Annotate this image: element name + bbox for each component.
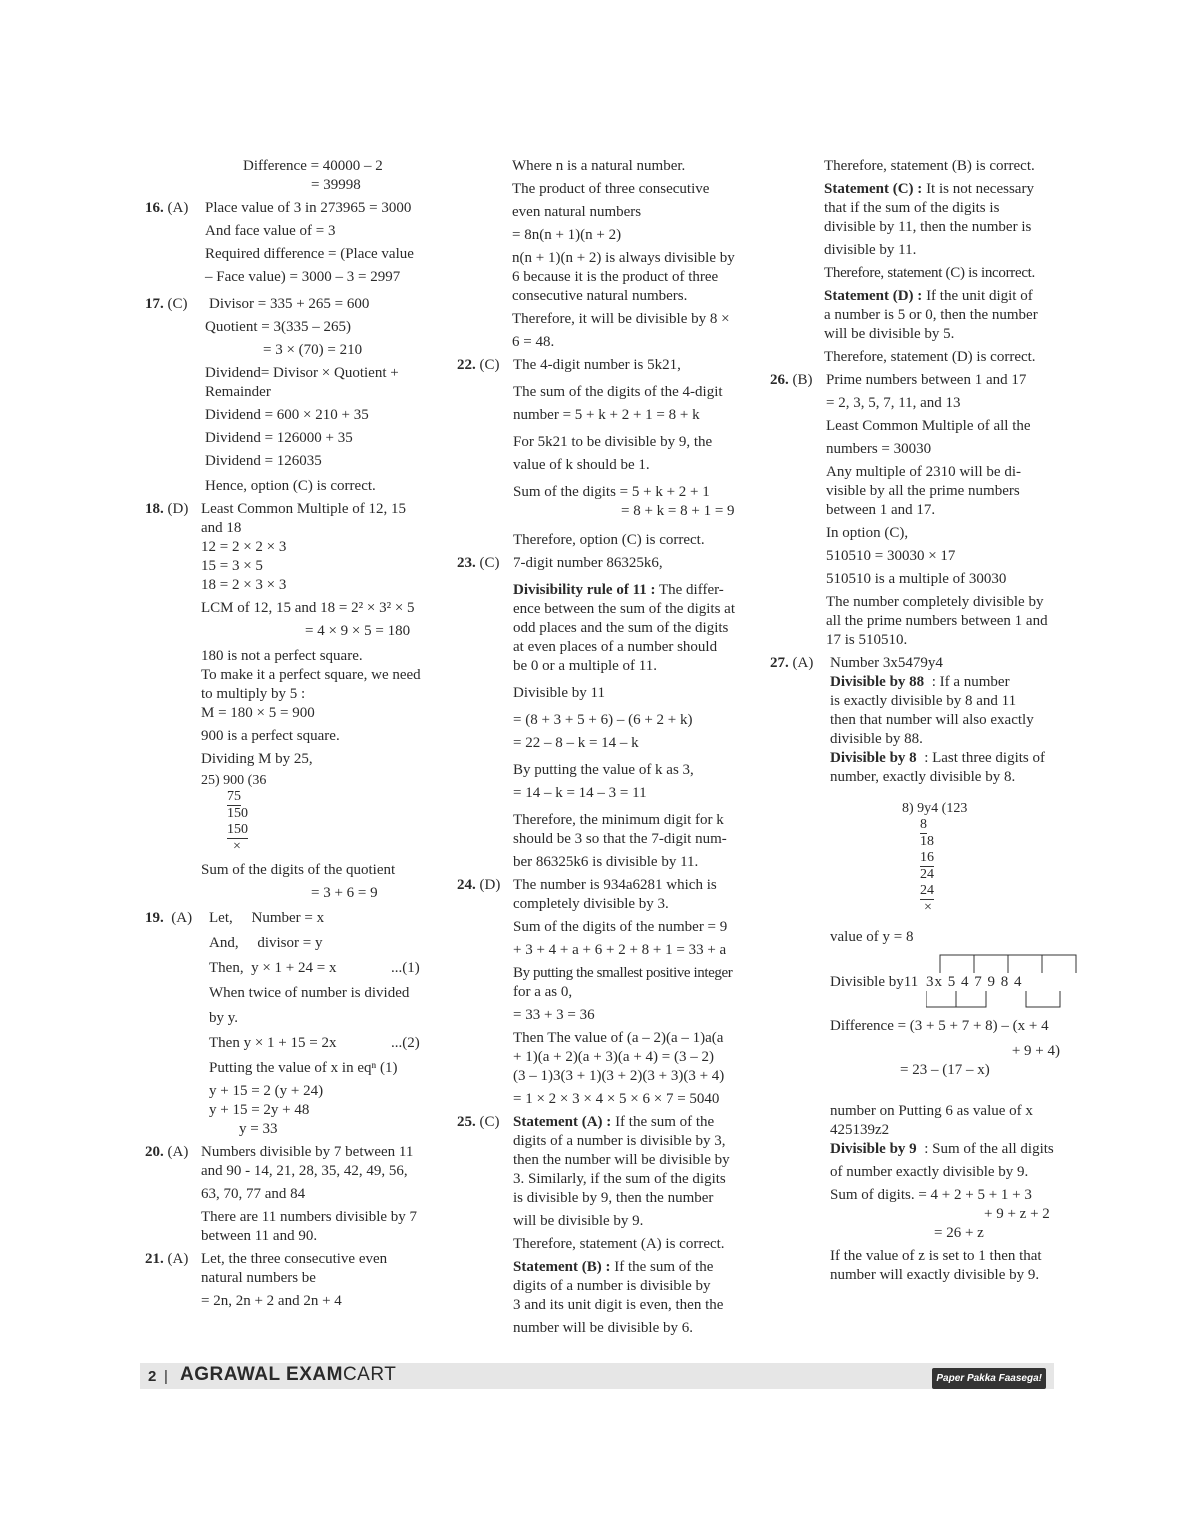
- division-step: 150: [227, 822, 248, 837]
- text-line: numbers = 30030: [826, 441, 932, 457]
- text-line: If the sum of the: [615, 1114, 715, 1130]
- text-line: Required difference = (Place value: [205, 246, 414, 262]
- text-line: of number exactly divisible by 9.: [830, 1164, 1029, 1180]
- text-line: digits of a number is divisible by: [513, 1278, 711, 1294]
- brand-logo: AGRAWAL EXAMCART: [180, 1364, 397, 1385]
- text-line: Place value of 3 in 273965 = 3000: [205, 200, 412, 216]
- text-line: Dividend= Divisor × Quotient +: [205, 365, 399, 381]
- text-line: y = 33: [239, 1121, 278, 1137]
- text-line: To make it a perfect square, we need: [201, 667, 421, 683]
- text-line: Sum of the digits = 5 + k + 2 + 1: [513, 484, 710, 500]
- text-line: Let, Number = x: [209, 910, 325, 926]
- rule-heading: Divisible by 88: [830, 674, 925, 690]
- text-line: visible by all the prime numbers: [826, 483, 1020, 499]
- text-line: Difference = 40000 – 2: [243, 158, 383, 174]
- text-line: and 90 - 14, 21, 28, 35, 42, 49, 56,: [201, 1163, 408, 1179]
- text-line: even natural numbers: [512, 204, 642, 220]
- page-number: 2: [148, 1368, 157, 1385]
- text-line: The product of three consecutive: [512, 181, 710, 197]
- text-line: divisible by 88.: [830, 731, 923, 747]
- text-line: When twice of number is divided: [209, 985, 410, 1001]
- text-line: y + 15 = 2 (y + 24): [209, 1083, 324, 1099]
- answer-22: 22. (C) The 4-digit number is 5k21, The sum of the digits of the 4-digit number = 5 + k + 2 + 1 = 8 + k For 5k21 to be divisible by 9, the value of k should be 1. Sum of the digits = 5 + k + 2 + 1 = 8 + k = 8 + 1 = 9 Therefore, option (C) is correct.: [457, 356, 742, 550]
- text-line: = 3 × (70) = 210: [263, 342, 363, 358]
- text-line: Numbers divisible by 7 between 11: [201, 1144, 414, 1160]
- text-line: Divisor = 335 + 265 = 600: [209, 296, 370, 312]
- text-line: ber 86325k6 is divisible by 11.: [513, 854, 699, 870]
- text-line: + 3 + 4 + a + 6 + 2 + 8 + 1 = 33 + a: [513, 942, 727, 958]
- text-line: between 11 and 90.: [201, 1228, 318, 1244]
- text-line: be 0 or a multiple of 11.: [513, 658, 657, 674]
- text-line: y + 15 = 2y + 48: [209, 1102, 310, 1118]
- division-step: ×: [924, 900, 932, 915]
- text-line: value of y = 8: [830, 929, 914, 945]
- text-line: By putting the smallest positive integer: [513, 965, 733, 981]
- text-line: will be divisible by 5.: [824, 326, 955, 342]
- division-step: 24: [920, 867, 934, 882]
- text-line: Where n is a natural number.: [512, 158, 686, 174]
- text-line: Difference = (3 + 5 + 7 + 8) – (x + 4: [830, 1018, 1049, 1034]
- text-line: by y.: [209, 1010, 239, 1026]
- long-division: [201, 773, 445, 855]
- text-line: natural numbers be: [201, 1270, 316, 1286]
- answer-24: 24. (D) The number is 934a6281 which is completely divisible by 3. Sum of the digits of the number = 9 + 3 + 4 + a + 6 + 2 + 8 + 1 = 33 + a By putting the smallest positive integer for a as 0, = 33 + 3 = 36 Then The value of (a – 2)(a – 1)a(a + 1)(a + 2)(a + 3)(a + 4) = (3 – 2) (3 – 1)3(3 + 1)(3 + 2)(3 + 3)(3 + 4) = 1 × 2 × 3 × 4 × 5 × 6 × 7 = 5040: [457, 876, 742, 1109]
- text-line: Therefore, statement (C) is incorrect.: [824, 265, 1036, 281]
- text-line: If the sum of the: [614, 1259, 714, 1275]
- division-line: 8) 9y4 (123: [902, 801, 968, 816]
- text-line: then that number will also exactly: [830, 712, 1034, 728]
- text-line: Therefore, statement (A) is correct.: [513, 1236, 725, 1252]
- text-line: Therefore, it will be divisible by 8 ×: [512, 311, 730, 327]
- text-line: 3 and its unit digit is even, then the: [513, 1297, 724, 1313]
- text-line: consecutive natural numbers.: [512, 288, 688, 304]
- statement-heading: Statement (C) :: [824, 181, 923, 197]
- text-line: Therefore, statement (D) is correct.: [824, 349, 1036, 365]
- text-line: + 9 + 4): [1011, 1043, 1060, 1059]
- text-line: to multiply by 5 :: [201, 686, 306, 702]
- text-line: Sum of the digits of the number = 9: [513, 919, 728, 935]
- text-line: for a as 0,: [513, 984, 573, 1000]
- text-line: By putting the value of k as 3,: [513, 762, 694, 778]
- text-line: all the prime numbers between 1 and: [826, 613, 1048, 629]
- text-line: = 22 – 8 – k = 14 – k: [513, 735, 639, 751]
- text-line: then the number will be divisible by: [513, 1152, 730, 1168]
- text-line: And, divisor = y: [209, 935, 323, 951]
- column-3: [770, 157, 1060, 1289]
- long-division: [830, 801, 1060, 916]
- equation-ref: ...(1): [391, 960, 420, 976]
- text-line: Then y × 1 + 15 = 2x: [209, 1035, 337, 1051]
- text-line: + 9 + z + 2: [984, 1206, 1050, 1222]
- text-line: Number 3x5479y4: [830, 655, 943, 671]
- text-line: Divisible by 11: [513, 685, 605, 701]
- text-line: divisible by 11, then the number is: [824, 219, 1032, 235]
- text-line: = 26 + z: [934, 1225, 984, 1241]
- answer-20: 20. (A) Numbers divisible by 7 between 11 and 90 - 14, 21, 28, 35, 42, 49, 56, 63, 70, 77 and 84 There are 11 numbers divisible by 7 between 11 and 90.: [145, 1143, 445, 1246]
- text-line: value of k should be 1.: [513, 457, 650, 473]
- text-line: 17 is 510510.: [826, 632, 908, 648]
- text-line: Prime numbers between 1 and 17: [826, 372, 1027, 388]
- text-line: Then, y × 1 + 24 = x: [209, 960, 337, 976]
- text-line: It is not necessary: [926, 181, 1034, 197]
- text-line: For 5k21 to be divisible by 9, the: [513, 434, 713, 450]
- text-line: number will be divisible by 6.: [513, 1320, 693, 1336]
- statement-heading: Statement (B) :: [513, 1259, 611, 1275]
- text-line: Therefore, the minimum digit for k: [513, 812, 724, 828]
- answer-17: 17. (C) Divisor = 335 + 265 = 600 Quotient = 3(335 – 265) = 3 × (70) = 210 Dividend= Divisor × Quotient + Remainder Dividend = 600 × 210 + 35 Dividend = 126000 + 35 Dividend = 126035 Hence, option (C) is correct.: [145, 295, 445, 496]
- text-line: Dividend = 126000 + 35: [205, 430, 353, 446]
- text-line: The number is 934a6281 which is: [513, 877, 717, 893]
- tagline-badge: Paper Pakka Faasega!: [932, 1368, 1046, 1389]
- text-line: number will exactly divisible by 9.: [830, 1267, 1040, 1283]
- text-line: Least Common Multiple of all the: [826, 418, 1031, 434]
- text-line: The sum of the digits of the 4-digit: [513, 384, 723, 400]
- text-line: 510510 = 30030 × 17: [826, 548, 956, 564]
- text-line: number on Putting 6 as value of x: [830, 1103, 1033, 1119]
- text-line: a number is 5 or 0, then the number: [824, 307, 1038, 323]
- text-line: 3. Similarly, if the sum of the digits: [513, 1171, 726, 1187]
- text-line: Therefore, statement (B) is correct.: [824, 158, 1035, 174]
- footer-separator: |: [164, 1368, 168, 1385]
- text-line: = 23 – (17 – x): [900, 1062, 990, 1078]
- text-line: = (8 + 3 + 5 + 6) – (6 + 2 + k): [513, 712, 693, 728]
- answer-18: 18. (D) Least Common Multiple of 12, 15 and 18 12 = 2 × 2 × 3 15 = 3 × 5 18 = 2 × 3 × 3 LCM of 12, 15 and 18 = 2² × 3² × 5 = 4 × 9 × 5 = 180 180 is not a perfect square. To make it a perfect square, we need to multiply by 5 : M = 180 × 5 = 900 900 is a perfect square. Dividing M by 25, 25) 900 (36 75 150 150 × Sum of the digits of the quotient = 3 + 6 = 9: [145, 500, 445, 903]
- text-line: 63, 70, 77 and 84: [201, 1186, 306, 1202]
- text-line: = 2, 3, 5, 7, 11, and 13: [826, 395, 961, 411]
- text-line: between 1 and 17.: [826, 502, 936, 518]
- text-line: = 8 + k = 8 + 1 = 9: [621, 503, 735, 519]
- text-line: = 14 – k = 14 – 3 = 11: [513, 785, 647, 801]
- digit-sequence: 3x 5 4 7 9 8 4: [926, 974, 1023, 990]
- division-step: 150: [227, 806, 248, 821]
- text-line: completely divisible by 3.: [513, 896, 669, 912]
- text-line: The 4-digit number is 5k21,: [513, 357, 681, 373]
- answer-19: 19. (A) Let, Number = x And, divisor = y Then, y × 1 + 24 = x ...(1) When twice of number is divided by y. Then y × 1 + 15 = 2x ...(2) Putting the value of x in eqⁿ (1) y + 15 = 2 (y + 24) y + 15 = 2y + 48 y = 33: [145, 909, 445, 1139]
- division-step: 8: [920, 817, 927, 832]
- text-line: The number completely divisible by: [826, 594, 1044, 610]
- text-line: M = 180 × 5 = 900: [201, 705, 315, 721]
- division-step: 18: [920, 834, 934, 849]
- text-line: ence between the sum of the digits at: [513, 601, 736, 617]
- text-line: LCM of 12, 15 and 18 = 2² × 3² × 5: [201, 600, 415, 616]
- text-line: Therefore, option (C) is correct.: [513, 532, 705, 548]
- text-line: Putting the value of x in eqⁿ (1): [209, 1060, 398, 1076]
- text-line: divisible by 11.: [824, 242, 917, 258]
- text-line: Remainder: [205, 384, 271, 400]
- text-line: = 39998: [311, 177, 361, 193]
- text-line: In option (C),: [826, 525, 909, 541]
- text-line: Sum of the digits of the quotient: [201, 862, 396, 878]
- division-step: ×: [233, 839, 241, 854]
- text-line: And face value of = 3: [205, 223, 336, 239]
- text-line: Hence, option (C) is correct.: [205, 478, 376, 494]
- text-line: = 3 + 6 = 9: [311, 885, 378, 901]
- text-line: 180 is not a perfect square.: [201, 648, 363, 664]
- text-line: : If a number: [924, 674, 1010, 690]
- answer-23: 23. (C) 7-digit number 86325k6, Divisibility rule of 11 : The differ- ence between the sum of the digits at odd places and the sum of the digits at even places of a number should be 0 or a multiple of 11. Divisible by 11 = (8 + 3 + 5 + 6) – (6 + 2 + k) = 22 – 8 – k = 14 – k By putting the value of k as 3, = 14 – k = 14 – 3 = 11 Therefore, the minimum digit for k should be 3 so that the 7-digit num- ber 86325k6 is divisible by 11.: [457, 554, 742, 872]
- text-line: = 2n, 2n + 2 and 2n + 4: [201, 1293, 342, 1309]
- answer-25: 25. (C) Statement (A) : If the sum of the digits of a number is divisible by 3, then the number will be divisible by 3. Similarly, if the sum of the digits is divisible by 9, then the number will be divisible by 9. Therefore, statement (A) is correct. Statement (B) : If the sum of the digits of a number is divisible by 3 and its unit digit is even, then the number will be divisible by 6.: [457, 1113, 742, 1338]
- text-line: : Last three digits of: [916, 750, 1045, 766]
- statement-heading: Statement (D) :: [824, 288, 923, 304]
- division-step: 75: [227, 789, 241, 804]
- text-line: number, exactly divisible by 8.: [830, 769, 1016, 785]
- answer-16: [145, 199, 445, 287]
- text-line: number = 5 + k + 2 + 1 = 8 + k: [513, 407, 700, 423]
- text-line: Divisible by11: [830, 974, 919, 990]
- text-line: will be divisible by 9.: [513, 1213, 644, 1229]
- text-line: Any multiple of 2310 will be di-: [826, 464, 1021, 480]
- column-1: [145, 157, 445, 1315]
- text-line: n(n + 1)(n + 2) is always divisible by: [512, 250, 735, 266]
- text-line: 7-digit number 86325k6,: [513, 555, 663, 571]
- text-line: = 1 × 2 × 3 × 4 × 5 × 6 × 7 = 5040: [513, 1091, 720, 1107]
- text-line: 15 = 3 × 5: [201, 558, 263, 574]
- text-line: = 8n(n + 1)(n + 2): [512, 227, 622, 243]
- division-line: 25) 900 (36: [201, 773, 267, 788]
- rule-heading: Divisibility rule of 11 :: [513, 582, 656, 598]
- text-line: – Face value) = 3000 – 3 = 2997: [205, 269, 401, 285]
- text-line: that if the sum of the digits is: [824, 200, 1000, 216]
- text-line: digits of a number is divisible by 3,: [513, 1133, 726, 1149]
- text-line: Dividing M by 25,: [201, 751, 313, 767]
- text-line: Least Common Multiple of 12, 15: [201, 501, 406, 517]
- text-line: Sum of digits. = 4 + 2 + 5 + 1 + 3: [830, 1187, 1032, 1203]
- rule-heading: Divisible by 9: [830, 1141, 917, 1157]
- text-line: Dividend = 600 × 210 + 35: [205, 407, 369, 423]
- column-2: [457, 157, 742, 1342]
- alternating-digits-diagram: [830, 953, 1060, 1013]
- answer-21: 21. (A) Let, the three consecutive even natural numbers be = 2n, 2n + 2 and 2n + 4: [145, 1250, 445, 1311]
- text-line: 6 because it is the product of three: [512, 269, 719, 285]
- text-line: 425139z2: [830, 1122, 890, 1138]
- text-line: 510510 is a multiple of 30030: [826, 571, 1007, 587]
- text-line: is exactly divisible by 8 and 11: [830, 693, 1017, 709]
- text-line: Dividend = 126035: [205, 453, 322, 469]
- page-footer: [140, 1363, 1054, 1389]
- text-line: should be 3 so that the 7-digit num-: [513, 831, 727, 847]
- text-line: = 4 × 9 × 5 = 180: [305, 623, 411, 639]
- answer-26: 26. (B) Prime numbers between 1 and 17 = 2, 3, 5, 7, 11, and 13 Least Common Multiple of all the numbers = 30030 Any multiple of 2310 will be di- visible by all the prime numbers between 1 and 17. In option (C), 510510 = 30030 × 17 510510 is a multiple of 30030 The number completely divisible by all the prime numbers between 1 and 17 is 510510.: [770, 371, 1060, 650]
- division-step: 24: [920, 883, 934, 898]
- text-line: is divisible by 9, then the number: [513, 1190, 714, 1206]
- equation-ref: ...(2): [391, 1035, 420, 1051]
- question-number: 16. (A): [145, 200, 189, 216]
- text-line: 18 = 2 × 3 × 3: [201, 577, 287, 593]
- text-line: (3 – 1)3(3 + 1)(3 + 2)(3 + 3)(3 + 4): [513, 1068, 725, 1084]
- rule-heading: Divisible by 8: [830, 750, 917, 766]
- text-line: : Sum of the all digits: [916, 1141, 1054, 1157]
- text-line: Quotient = 3(335 – 265): [205, 319, 351, 335]
- text-line: 900 is a perfect square.: [201, 728, 340, 744]
- text-line: Then The value of (a – 2)(a – 1)a(a: [513, 1030, 724, 1046]
- text-line: odd places and the sum of the digits: [513, 620, 729, 636]
- text-line: and 18: [201, 520, 242, 536]
- text-line: The differ-: [658, 582, 724, 598]
- text-line: 12 = 2 × 2 × 3: [201, 539, 287, 555]
- text-line: + 1)(a + 2)(a + 3)(a + 4) = (3 – 2): [513, 1049, 714, 1065]
- text-line: Let, the three consecutive even: [201, 1251, 388, 1267]
- text-line: = 33 + 3 = 36: [513, 1007, 595, 1023]
- text-line: 6 = 48.: [512, 334, 555, 350]
- text-line: If the unit digit of: [926, 288, 1033, 304]
- answer-27: 27. (A) Number 3x5479y4 Divisible by 88 : If a number is exactly divisible by 8 and 11 then that number will also exactly divisible by 88. Divisible by 8 : Last three digits of number, exactly divisible by 8. 8) 9y4 (123 8 18 16 24 24 × value of y = 8 Divisible by11 3x 5 4 7 9 8 4 Difference = (3 + 5 + 7 + 8) – (x + 4 + 9 + 4) = 23 – (17 – x) number on Putting 6 as value of x 425139z2 Divisible by 9 : Sum of the all digits of number exactly divisible by 9. Sum of digits. = 4 + 2 + 5 + 1 + 3 + 9 + z + 2 = 26 + z If the value of z is set to 1 then that number will exactly divisible by 9.: [770, 654, 1060, 1285]
- statement-heading: Statement (A) :: [513, 1114, 612, 1130]
- text-line: If the value of z is set to 1 then that: [830, 1248, 1042, 1264]
- division-step: 16: [920, 850, 934, 865]
- text-line: There are 11 numbers divisible by 7: [201, 1209, 418, 1225]
- text-line: at even places of a number should: [513, 639, 718, 655]
